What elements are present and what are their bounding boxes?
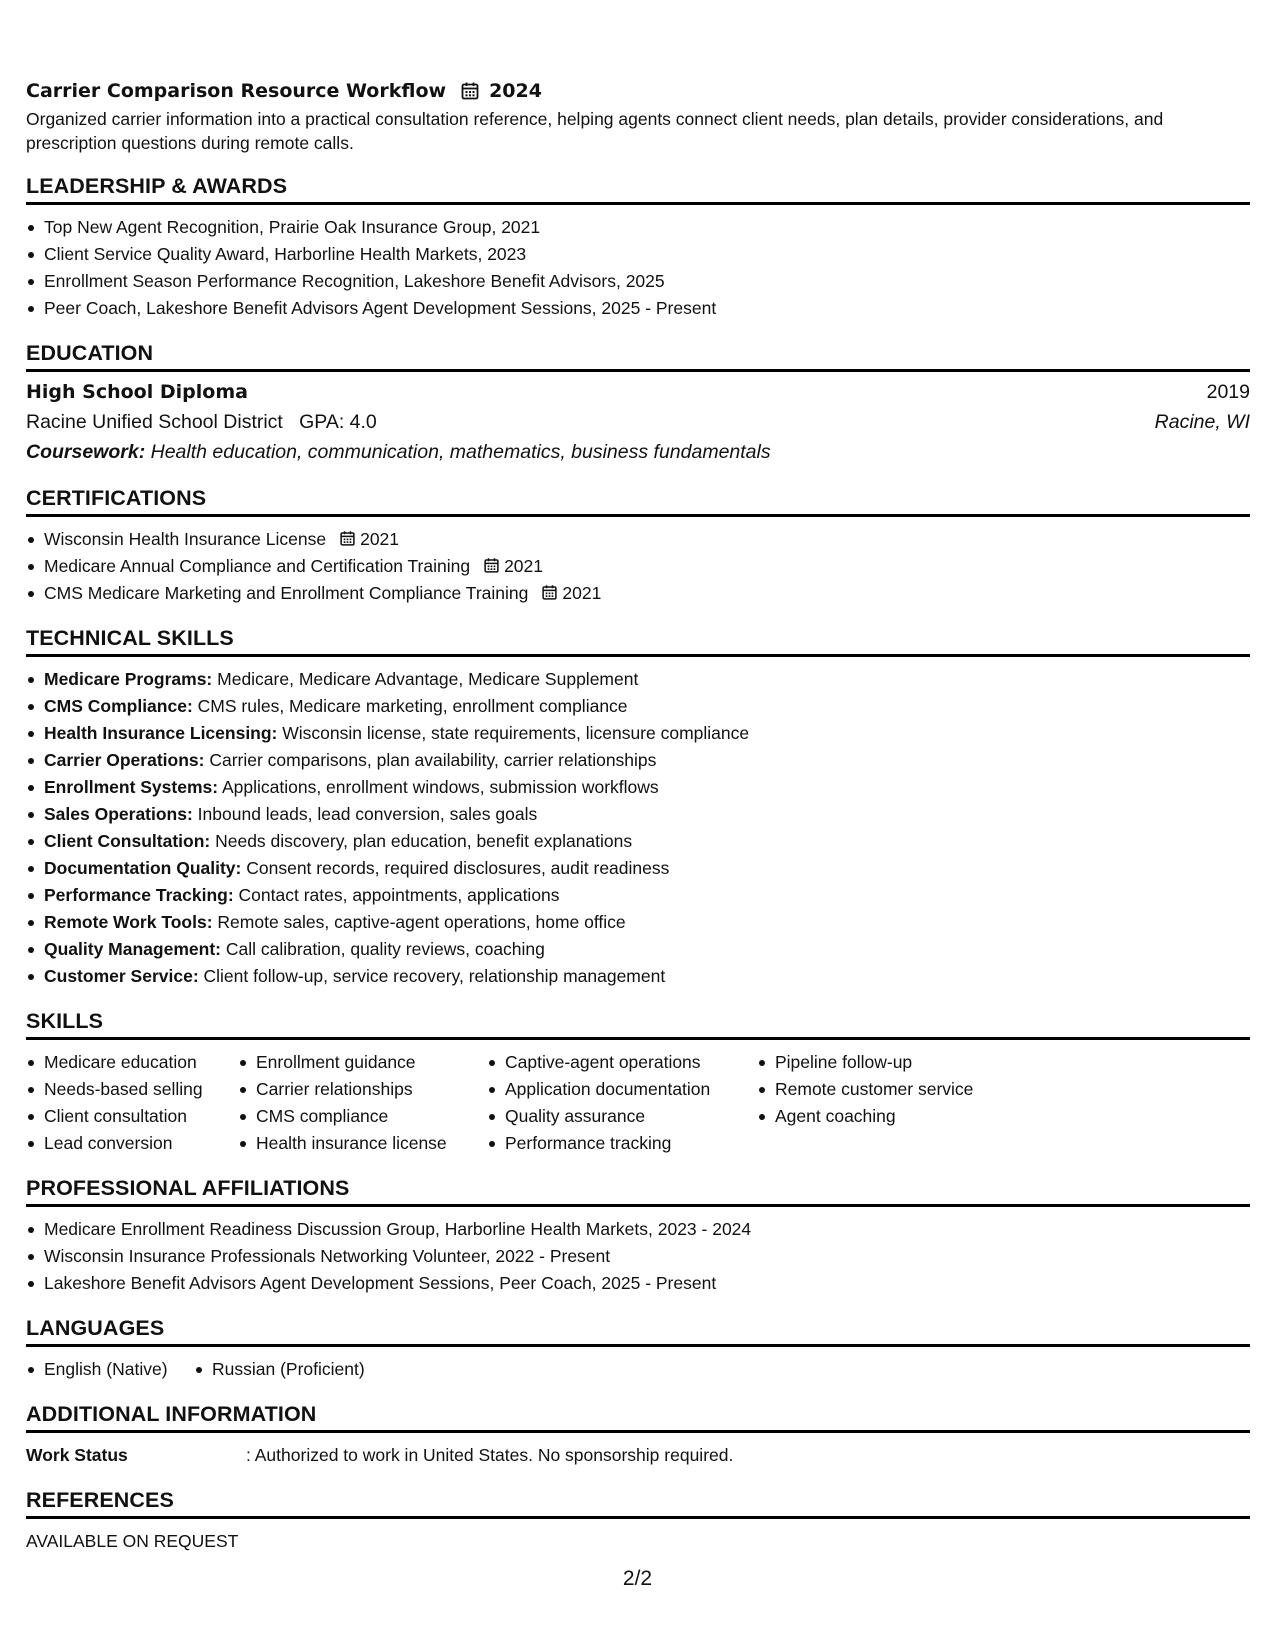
skill-text: Applications, enrollment windows, submission workflows [218, 777, 659, 797]
calendar-icon [460, 81, 480, 101]
section-heading: LEADERSHIP & AWARDS [26, 174, 288, 198]
education-section [26, 339, 1250, 467]
list-item: Performance tracking [487, 1130, 757, 1157]
resume-page [26, 77, 1250, 1555]
list-item: Pipeline follow-up [757, 1049, 1057, 1076]
list-item: Agent coaching [757, 1103, 1057, 1130]
project-entry [26, 77, 1250, 155]
coursework [26, 437, 1250, 467]
skill-label: Enrollment Systems: [44, 777, 219, 797]
list-item: Lakeshore Benefit Advisors Agent Development Sessions, Peer Coach, 2025 - Present [26, 1270, 1250, 1297]
list-item: Needs-based selling [26, 1076, 238, 1103]
certification-item [26, 553, 1250, 580]
list-item: Russian (Proficient) [194, 1356, 365, 1383]
work-status-value: : Authorized to work in United States. No sponsorship required. [246, 1445, 734, 1465]
references-section [26, 1486, 1250, 1555]
certification-name: CMS Medicare Marketing and Enrollment Compliance Training [44, 583, 529, 603]
skill-label: Quality Management: [44, 939, 221, 959]
school-location: Racine, WI [1154, 411, 1250, 433]
section-heading: REFERENCES [26, 1488, 174, 1512]
skill-text: Carrier comparisons, plan availability, carrier relationships [204, 750, 657, 770]
skill-item [26, 828, 1250, 855]
section-divider [26, 1516, 1250, 1519]
list-item: Medicare Enrollment Readiness Discussion Group, Harborline Health Markets, 2023 - 2024 [26, 1216, 1250, 1243]
leadership-section [26, 172, 1250, 322]
skill-item [26, 666, 1250, 693]
project-title-row [26, 77, 1250, 105]
skill-item [26, 801, 1250, 828]
list-item: Carrier relationships [238, 1076, 487, 1103]
skill-label: Carrier Operations: [44, 750, 205, 770]
section-heading: CERTIFICATIONS [26, 486, 207, 510]
certification-year: 2021 [504, 556, 544, 576]
skill-text: CMS rules, Medicare marketing, enrollment compliance [192, 696, 628, 716]
list-item: Client consultation [26, 1103, 238, 1130]
list-item: Wisconsin Insurance Professionals Networking Volunteer, 2022 - Present [26, 1243, 1250, 1270]
skills-column [26, 1049, 238, 1157]
languages-column [194, 1356, 365, 1383]
section-divider [26, 202, 1250, 205]
skill-text: Client follow-up, service recovery, relationship management [198, 966, 666, 986]
technical-skills-section [26, 624, 1250, 990]
list-item: Top New Agent Recognition, Prairie Oak Insurance Group, 2021 [26, 214, 1250, 241]
skill-text: Contact rates, appointments, applications [233, 885, 560, 905]
school-name: Racine Unified School District GPA: 4.0 [26, 411, 377, 433]
list-item: CMS compliance [238, 1103, 487, 1130]
section-heading: EDUCATION [26, 341, 154, 365]
page-number: 2/2 [622, 1567, 653, 1590]
section-heading: LANGUAGES [26, 1316, 165, 1340]
section-divider [26, 514, 1250, 517]
calendar-icon [541, 584, 558, 601]
list-item: Peer Coach, Lakeshore Benefit Advisors Agent Development Sessions, 2025 - Present [26, 295, 1250, 322]
coursework-text: Health education, communication, mathematics, business fundamentals [145, 441, 771, 463]
section-heading: ADDITIONAL INFORMATION [26, 1402, 317, 1426]
skill-label: Performance Tracking: [44, 885, 234, 905]
skill-label: Documentation Quality: [44, 858, 242, 878]
references-text: AVAILABLE ON REQUEST [26, 1531, 239, 1551]
skill-item [26, 909, 1250, 936]
technical-skills-list [26, 666, 1250, 990]
skills-column [238, 1049, 487, 1157]
languages-column [26, 1356, 194, 1383]
skill-item [26, 963, 1250, 990]
list-item: Enrollment Season Performance Recognition, Lakeshore Benefit Advisors, 2025 [26, 268, 1250, 295]
skill-item [26, 882, 1250, 909]
skill-text: Consent records, required disclosures, audit readiness [241, 858, 670, 878]
certifications-section [26, 484, 1250, 607]
skills-column [487, 1049, 757, 1157]
languages-row [26, 1356, 1250, 1383]
skill-label: Medicare Programs: [44, 669, 213, 689]
skill-item [26, 747, 1250, 774]
skill-label: CMS Compliance: [44, 696, 193, 716]
work-status-row [26, 1442, 1250, 1469]
education-header-row [26, 377, 1250, 407]
section-divider [26, 1344, 1250, 1347]
list-item: Remote customer service [757, 1076, 1057, 1103]
skills-section [26, 1007, 1250, 1157]
list-item: Medicare education [26, 1049, 238, 1076]
skill-label: Health Insurance Licensing: [44, 723, 278, 743]
certifications-list [26, 526, 1250, 607]
list-item: Application documentation [487, 1076, 757, 1103]
certification-item [26, 526, 1250, 553]
list-item: Health insurance license [238, 1130, 487, 1157]
skill-item [26, 855, 1250, 882]
skill-text: Call calibration, quality reviews, coaching [220, 939, 545, 959]
certification-name: Wisconsin Health Insurance License [44, 529, 327, 549]
calendar-icon [339, 530, 356, 547]
section-divider [26, 1204, 1250, 1207]
skill-text: Medicare, Medicare Advantage, Medicare Supplement [212, 669, 639, 689]
skill-item [26, 936, 1250, 963]
section-heading: SKILLS [26, 1009, 104, 1033]
list-item: Lead conversion [26, 1130, 238, 1157]
education-school-row [26, 407, 1250, 437]
skills-column [757, 1049, 1057, 1157]
project-year: 2024 [489, 80, 542, 102]
skill-label: Client Consultation: [44, 831, 211, 851]
section-divider [26, 1037, 1250, 1040]
coursework-label: Coursework: [26, 441, 146, 463]
certification-name: Medicare Annual Compliance and Certification Training [44, 556, 471, 576]
work-status-label: Work Status [26, 1445, 128, 1465]
skill-label: Customer Service: [44, 966, 199, 986]
skill-item [26, 693, 1250, 720]
list-item: Captive-agent operations [487, 1049, 757, 1076]
degree-title: High School Diploma [26, 381, 248, 403]
certification-year: 2021 [562, 583, 602, 603]
graduation-year: 2019 [1206, 381, 1250, 403]
skills-grid [26, 1049, 1250, 1157]
section-divider [26, 1430, 1250, 1433]
skill-text: Remote sales, captive-agent operations, home office [212, 912, 626, 932]
certification-year: 2021 [360, 529, 400, 549]
additional-info-section [26, 1400, 1250, 1469]
list-item: Quality assurance [487, 1103, 757, 1130]
calendar-icon [483, 557, 500, 574]
list-item: Client Service Quality Award, Harborline Health Markets, 2023 [26, 241, 1250, 268]
skill-item [26, 720, 1250, 747]
skill-label: Remote Work Tools: [44, 912, 213, 932]
skill-text: Inbound leads, lead conversion, sales goals [192, 804, 538, 824]
skill-text: Needs discovery, plan education, benefit explanations [210, 831, 633, 851]
skill-text: Wisconsin license, state requirements, licensure compliance [277, 723, 750, 743]
section-divider [26, 369, 1250, 372]
languages-section [26, 1314, 1250, 1383]
affiliations-section [26, 1174, 1250, 1297]
project-description: Organized carrier information into a practical consultation reference, helping agents connect client needs, plan details, provider considerations, and prescription questions during remote calls. [26, 109, 1164, 153]
section-heading: PROFESSIONAL AFFILIATIONS [26, 1176, 350, 1200]
certification-item [26, 580, 1250, 607]
project-title: Carrier Comparison Resource Workflow [26, 80, 447, 102]
list-item: English (Native) [26, 1356, 194, 1383]
list-item: Enrollment guidance [238, 1049, 487, 1076]
affiliations-list [26, 1216, 1250, 1297]
skill-label: Sales Operations: [44, 804, 193, 824]
section-divider [26, 654, 1250, 657]
leadership-list [26, 214, 1250, 322]
section-heading: TECHNICAL SKILLS [26, 626, 234, 650]
skill-item [26, 774, 1250, 801]
